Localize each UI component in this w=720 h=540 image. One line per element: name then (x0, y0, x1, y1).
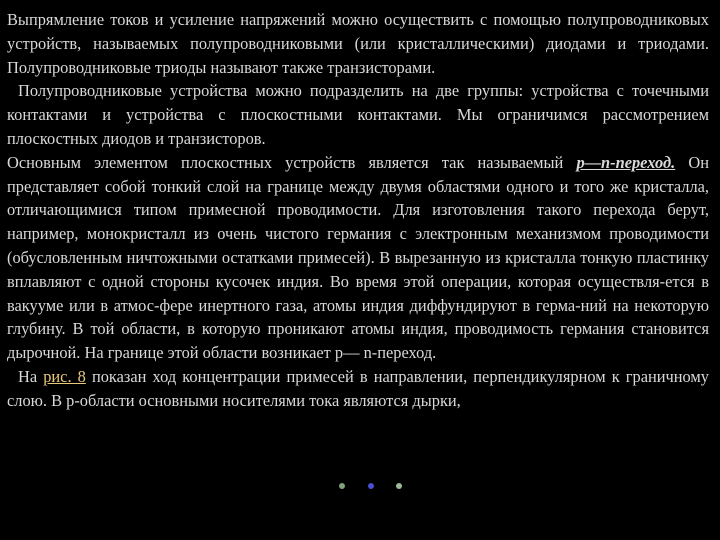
document-body (7, 8, 709, 413)
paragraph-pn-junction (7, 151, 709, 365)
pn-junction-text-before: Основным элементом плоскостных устройств является так называемый (7, 152, 577, 172)
figure-reference-text-after: показан ход концентрации примесей в направлении, перпендикулярном к граничному слою. В р-области основными носителями тока являются дырки, (7, 366, 709, 410)
slide-navigation (336, 478, 408, 494)
figure-reference-text-before: На (18, 366, 44, 386)
next-slide-dot-icon[interactable] (396, 483, 402, 489)
figure-8-link[interactable]: рис. 8 (43, 366, 86, 386)
previous-slide-dot-icon[interactable] (339, 483, 345, 489)
pn-junction-text-after: Он представляет собой тонкий слой на границе между двумя областями одного и того же кристалла, отличающимися типом примесной проводимости. Для изготовления такого перехода берут, например, монокристалл из очень чистого германия с электронным механизмом проводимости (обусловленным ничтожными остатками примесей). В вырезанную из кристалла тонкую пластинку вплавляют с одной стороны кусочек индия. Во время этой операции, которая осуществля-ется в вакууме или в атмос-фере инертного газа, атомы индия диффундируют в герма-ний на некоторую глубину. В той области, в которую проникают атомы индия, проводимость германия становится дырочной. На границе этой области возникает р— n-переход. (7, 152, 709, 363)
paragraph-figure-reference (7, 365, 709, 413)
paragraph-device-groups: Полупроводниковые устройства можно подразделить на две группы: устройства с точечными контактами и устройства с плоскостными контактами. Мы ограничимся рассмотрением плоскостных диодов и транзисторов. (7, 81, 709, 148)
pn-junction-term: р—n-переход. (576, 152, 676, 172)
current-slide-dot-icon[interactable] (368, 483, 374, 489)
paragraph-intro: Выпрямление токов и усиление напряжений можно осуществить с помощью полупроводниковых устройств, называемых полупроводниковыми (или кристаллическими) диодами и триодами. Полупроводниковые триоды называют также транзисторами. (7, 10, 709, 77)
